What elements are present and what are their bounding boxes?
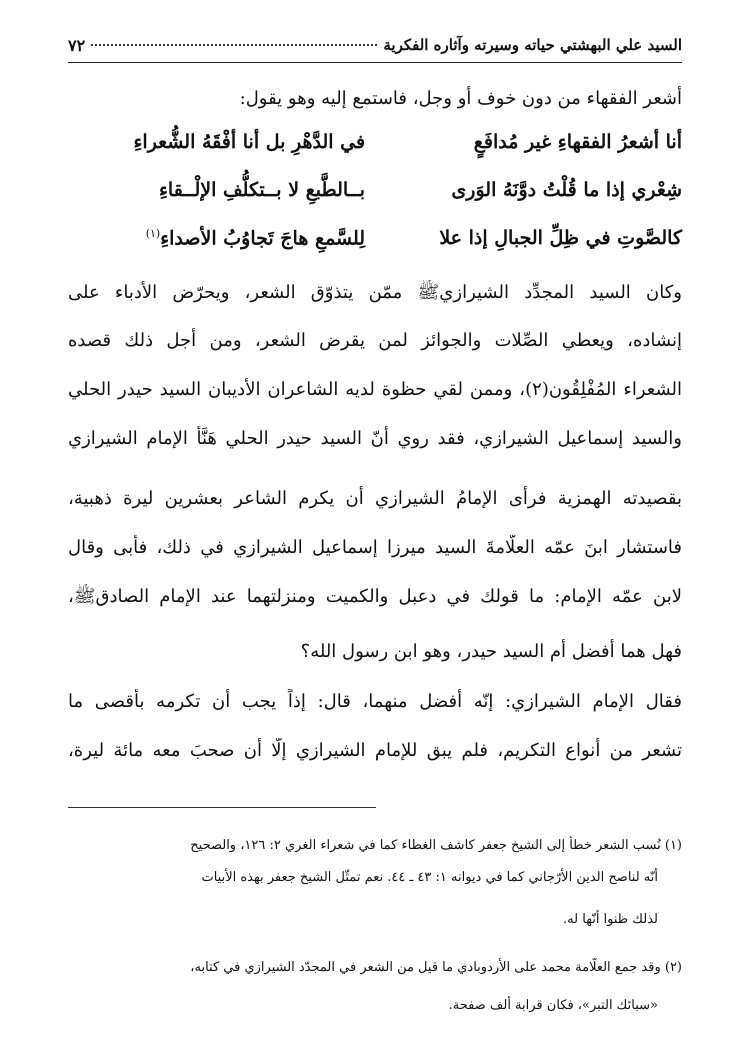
- intro-line: أشعر الفقهاء من دون خوف أو وجل، فاستمع إليه وهو يقول:: [239, 88, 682, 109]
- verse-second-hemistich: بــالطَّبعِ لا بــتكلُّفِ الإلْــقاءِ: [159, 179, 366, 201]
- page-number: ٧٢: [68, 35, 86, 55]
- running-header-title: السيد علي البهشتي حياته وسيرته وآثاره الفكرية: [383, 36, 682, 54]
- verse-line: [68, 218, 682, 258]
- footnote-separator: [68, 807, 376, 808]
- verse-second-hemistich: في الدَّهْرِ بل أنا أفْقَهُ الشُّعراءِ: [133, 131, 366, 153]
- footnote-line: «سبائك التبر»، فكان قرابة ألف صفحة.: [448, 998, 658, 1013]
- paragraph-line: تشعر من أنواع التكريم، فلم يبق للإمام الشيرازي إلّا أن صحبَ معه مائة ليرة،: [68, 740, 682, 761]
- header-dot-leader: [91, 44, 377, 46]
- footnote-line: (١) نُسب الشعر خطأً إلى الشيخ جعفر كاشف الغطاء كما في شعراء الغري ٢: ١٢٦، والصحيح: [190, 838, 682, 853]
- paragraph-line: لابن عمّه الإمام: ما قولك في دعبل والكميت ومنزلتهما عند الإمام الصادقﷺ،: [68, 586, 682, 607]
- footnote-line: (٢) وقد جمع العلّامة محمد على الأُردوبادي ما قيل من الشعر في المجدّد الشيرازي في كتابه،: [190, 960, 682, 975]
- running-header: [68, 28, 682, 63]
- verse-second-hemistich: [68, 227, 365, 249]
- paragraph-line: فاستشار ابنَ عمّه العلّامةَ السيد ميرزا إسماعيل الشيرازي في ذلك، فأبى وقال: [68, 537, 682, 558]
- paragraph-line: فهل هما أفضل أم السيد حيدر، وهو ابن رسول الله؟: [300, 641, 682, 662]
- footnote-marker: (١): [145, 226, 161, 240]
- verse-first-hemistich: أنا أشعرُ الفقهاءِ غير مُدافَعٍ: [473, 131, 682, 153]
- paragraph-line: إنشاده، ويعطي الصِّلات والجوائز لمن يقرض الشعر، ومن أجل ذلك قصده: [68, 330, 682, 351]
- verse-line: [68, 170, 682, 210]
- footnote-line: أنّه لناصح الدين الأرّجاني كما في ديوانه ١: ٤٣ ـ ٤٤. نعم تمثّل الشيخ جعفر بهذه الأبيات: [201, 870, 658, 885]
- paragraph-line: والسيد إسماعيل الشيرازي، فقد روي أنّ السيد حيدر الحلي هَنَّأَ الإمام الشيرازي: [68, 428, 682, 449]
- paragraph-line: فقال الإمام الشيرازي: إنّه أفضل منهما، قال: إذاً يجب أن تكرمه بأقصى ما: [68, 691, 682, 712]
- paragraph-line: بقصيدته الهمزية فرأى الإمامُ الشيرازي أن يكرم الشاعر بعشرين ليرة ذهبية،: [68, 488, 682, 509]
- verse-second-hemistich-text: لِلسَّمعِ هاجَ تَجاوُبُ الأصداءِ: [160, 227, 366, 250]
- verse-line: [68, 122, 682, 162]
- paragraph-line: الشعراء المُفْلِقُون(٢)، وممن لقي حظوة لديه الشاعران الأديبان السيد حيدر الحلي: [68, 379, 682, 400]
- footnote-line: لذلك ظنوا أنّها له.: [563, 912, 658, 927]
- paragraph-line: وكان السيد المجدِّد الشيرازيﷺ ممّن يتذوّق الشعر، ويحرّض الأدباء على: [68, 282, 682, 303]
- verse-first-hemistich: كالصَّوتِ في ظِلِّ الجبالِ إذا علا: [439, 227, 682, 249]
- verse-first-hemistich: شِعْري إذا ما قُلْتُ دوَّنَهُ الوَرى: [451, 179, 682, 201]
